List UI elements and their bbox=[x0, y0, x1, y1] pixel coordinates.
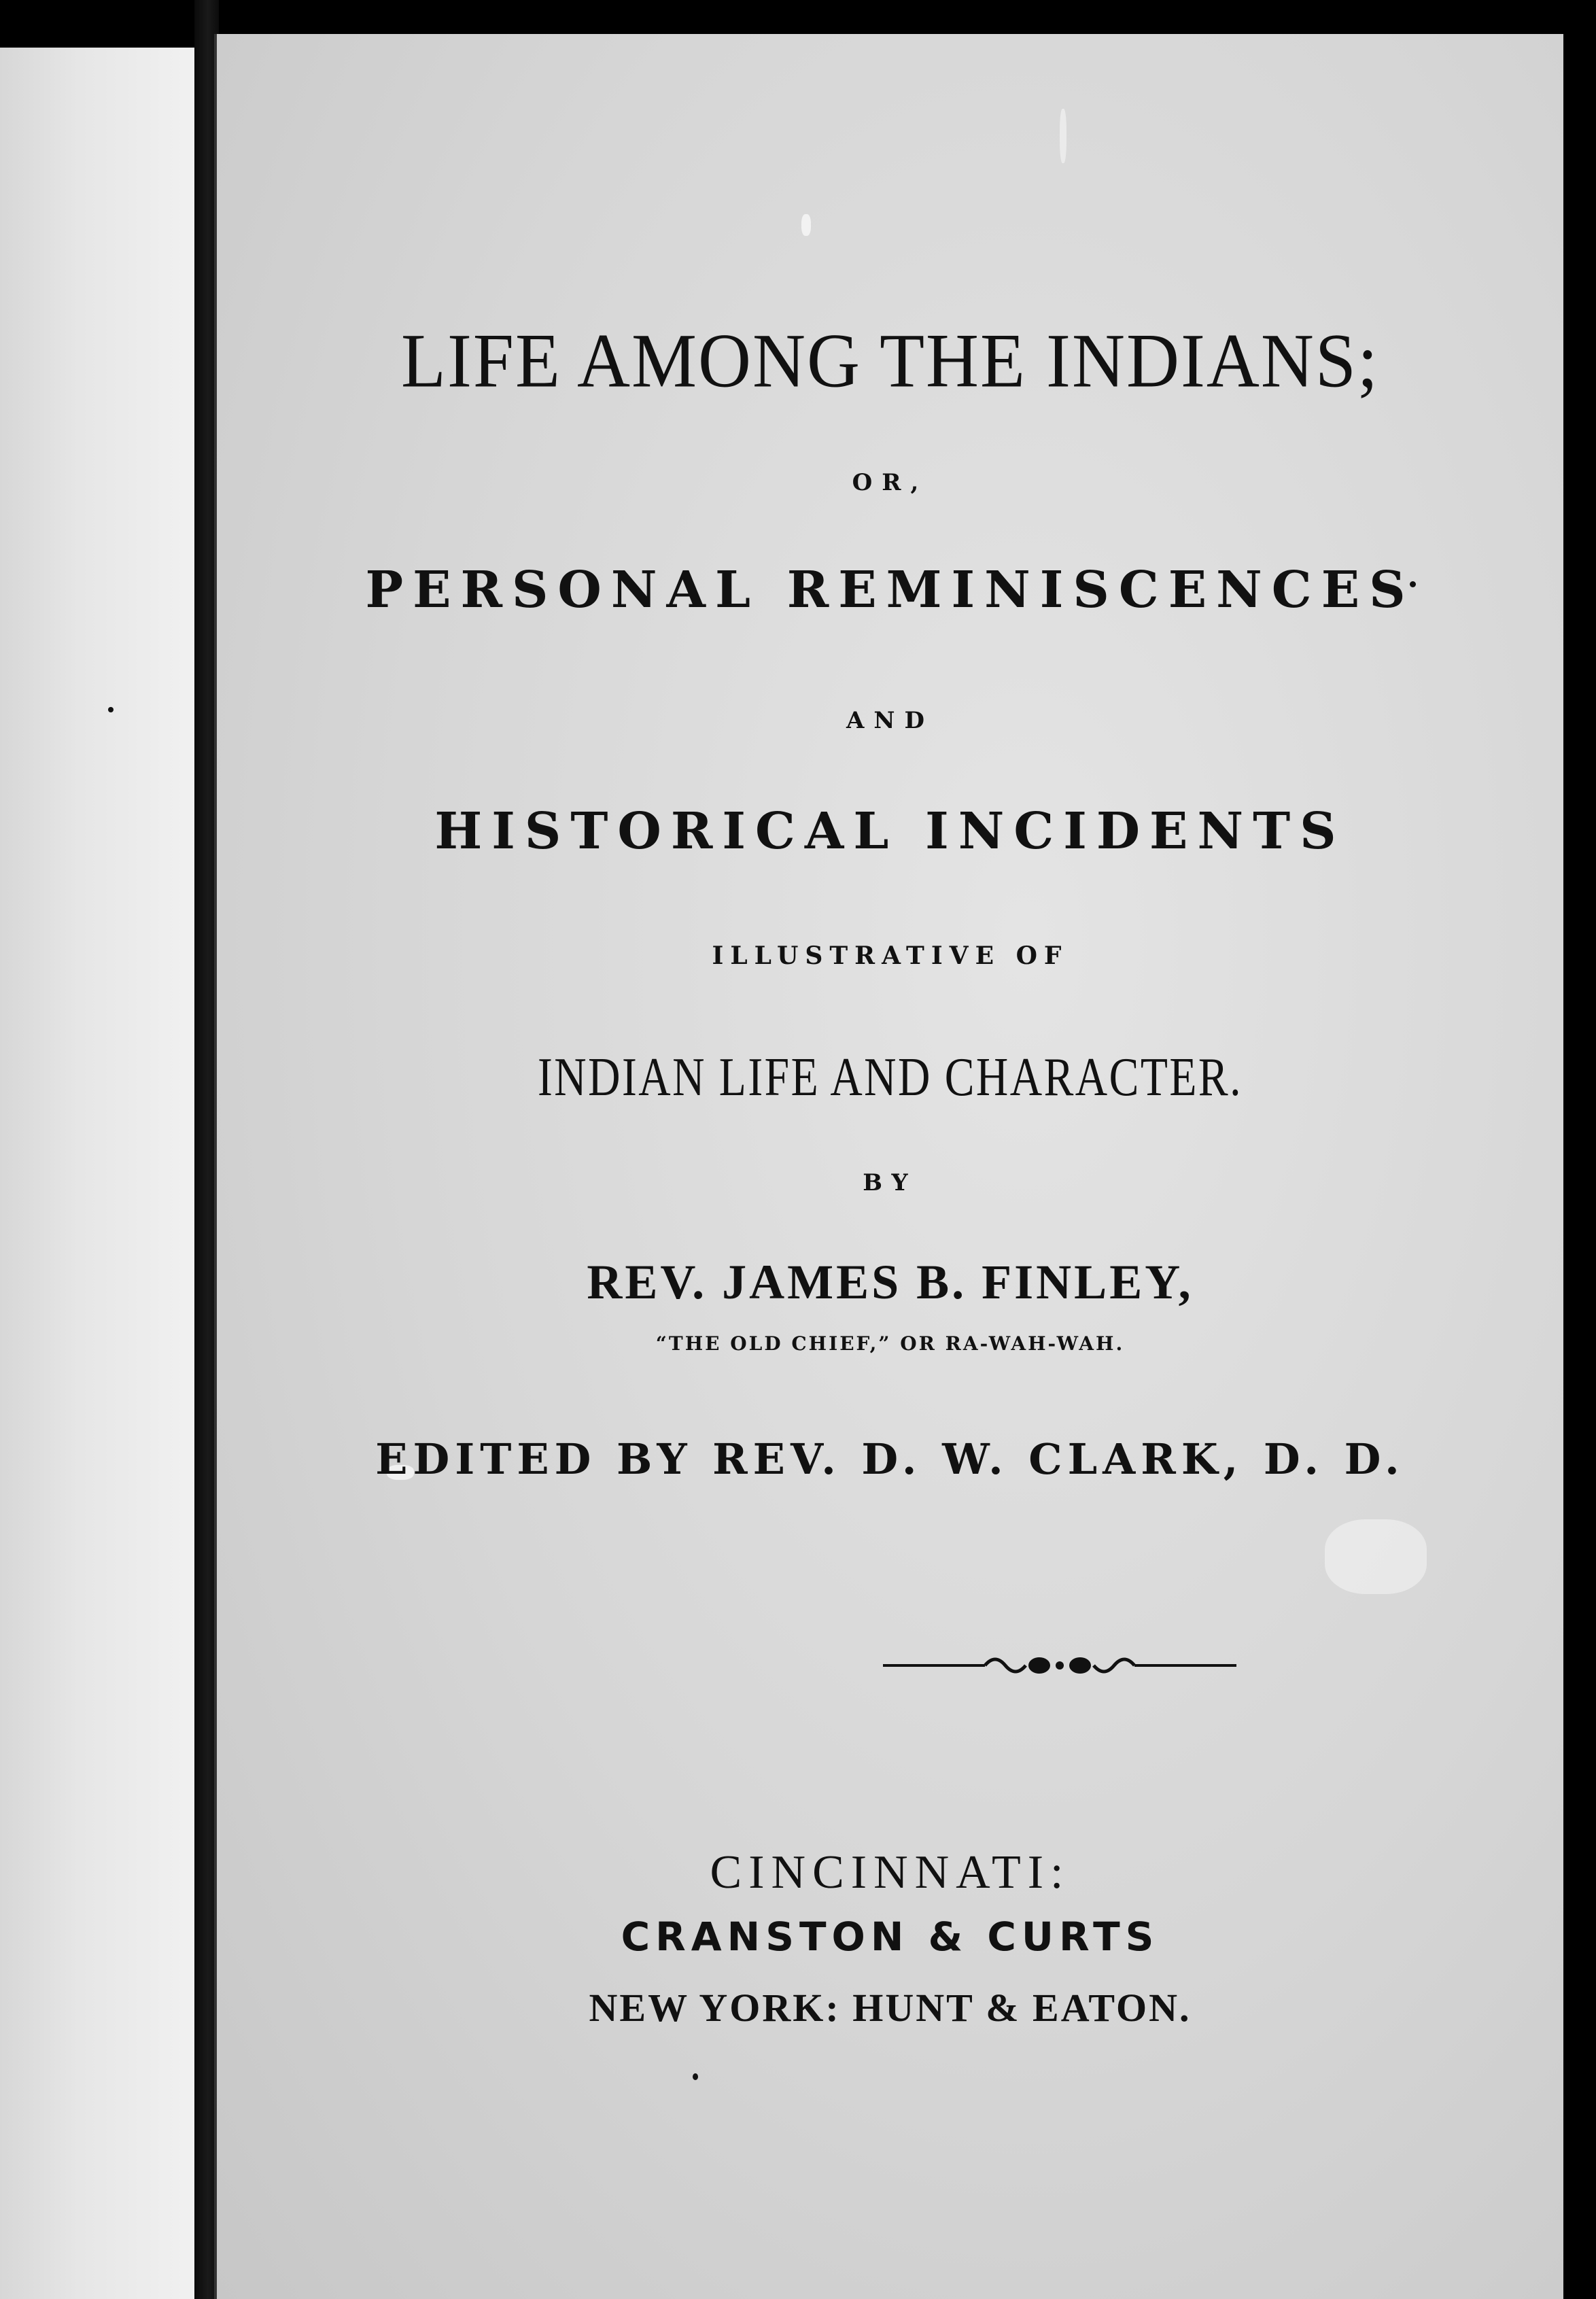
author-alias: “THE OLD CHIEF,” OR RA-WAH-WAH. bbox=[655, 1332, 1125, 1355]
connector-illustrative: ILLUSTRATIVE OF bbox=[712, 941, 1069, 970]
imprint-city: CINCINNATI: bbox=[710, 1846, 1071, 1899]
imprint-publisher: CRANSTON & CURTS bbox=[621, 1914, 1160, 1960]
imprint-new-york: NEW YORK: HUNT & EATON. bbox=[589, 1986, 1192, 2030]
scan-fleck bbox=[801, 214, 811, 236]
scan-speck bbox=[108, 707, 114, 712]
title-page bbox=[214, 34, 1563, 2299]
scan-fleck bbox=[1060, 109, 1066, 163]
subtitle-indian-life: INDIAN LIFE AND CHARACTER. bbox=[537, 1048, 1243, 1107]
connector-by: BY bbox=[863, 1169, 918, 1196]
facing-blank-leaf bbox=[0, 48, 197, 2299]
subtitle-incidents: HISTORICAL INCIDENTS bbox=[434, 802, 1346, 861]
editor-credit: EDITED BY REV. D. W. CLARK, D. D. bbox=[375, 1434, 1405, 1484]
scan-speck bbox=[693, 2073, 698, 2080]
connector-or: OR, bbox=[852, 469, 929, 496]
subtitle-reminiscences: PERSONAL REMINISCENCES bbox=[365, 561, 1415, 619]
scan-fleck bbox=[1325, 1519, 1427, 1594]
printer-ornament-icon bbox=[883, 1648, 1236, 1682]
author-name: REV. JAMES B. FINLEY, bbox=[587, 1255, 1194, 1309]
book-title: LIFE AMONG THE INDIANS; bbox=[401, 319, 1379, 404]
connector-and: AND bbox=[846, 707, 934, 734]
